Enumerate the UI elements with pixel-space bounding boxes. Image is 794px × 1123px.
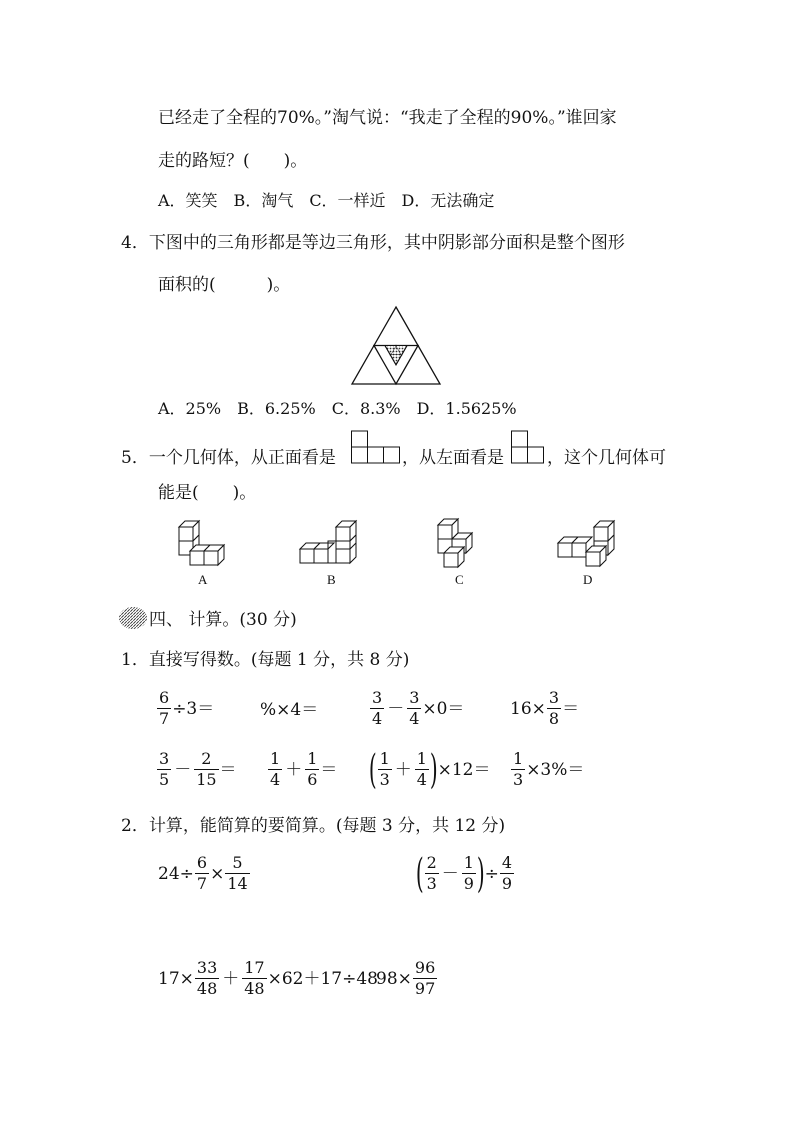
q1-expr-1: $\frac{6}{7}$ ÷3＝ (159, 688, 215, 728)
choice-d-label: D (583, 572, 593, 587)
q1-expr-5: $\frac{3}{5}$ － $\frac{2}{15}$ ＝ (159, 749, 237, 789)
q5-line1a: 5．一个几何体，从正面看是 (121, 448, 336, 468)
choice-a-label: A (198, 572, 208, 587)
q1-expr-3: $\frac{3}{4}$ － $\frac{3}{4}$ ×0＝ (372, 688, 465, 728)
q2-title: 2．计算，能简算的要简算。(每题 3 分，共 12 分) (121, 816, 506, 836)
q5-line1b: ，从左面看是 (402, 448, 504, 468)
left-view-icon (511, 430, 547, 464)
choice-c-label: C (455, 572, 464, 587)
q2-expr-1: 24÷ $\frac{6}{7}$ × $\frac{5}{14}$ (158, 853, 248, 893)
q1-expr-4: 16× $\frac{3}{8}$ ＝ (510, 688, 580, 728)
q2-expr-3: 17× $\frac{33}{48}$ ＋ $\frac{17}{48}$ ×62＋17÷48 (158, 958, 378, 998)
choice-b-label: B (327, 572, 336, 587)
q1-expr-2: %×4＝ (260, 700, 319, 720)
q1-expr-7: ( $\frac{1}{3}$ ＋ $\frac{1}{4}$ ) ×12＝ (368, 746, 491, 793)
q1-expr-6: $\frac{1}{4}$ ＋ $\frac{1}{6}$ ＝ (270, 749, 338, 789)
choice-c-figure (434, 516, 486, 570)
q3-line1: 已经走了全程的70%。”淘气说：“我走了全程的90%。”谁回家 (158, 108, 617, 128)
q4-line1: 4．下图中的三角形都是等边三角形，其中阴影部分面积是整个图形 (121, 233, 625, 253)
q5-line1c: ，这个几何体可 (547, 448, 666, 468)
q4-options: A．25% B．6.25% C．8.3% D．1.5625% (158, 399, 517, 418)
q5-line2: 能是( )。 (158, 483, 257, 503)
q4-line2: 面积的( )。 (158, 275, 291, 295)
front-view-icon (351, 430, 401, 464)
choice-a-figure (176, 518, 232, 568)
section-decoration-icon (118, 606, 148, 630)
q1-title: 1．直接写得数。(每题 1 分，共 8 分) (121, 650, 410, 670)
triangle-figure (350, 305, 442, 387)
choice-b-figure (298, 518, 364, 568)
q3-options: A．笑笑 B．淘气 C．一样近 D．无法确定 (158, 191, 495, 210)
q2-expr-2: ( $\frac{2}{3}$ － $\frac{1}{9}$ ) ÷ $\frac{4}{9}$ (415, 850, 513, 897)
q1-expr-8: $\frac{1}{3}$ ×3%＝ (513, 749, 585, 789)
choice-d-figure (556, 516, 622, 570)
section-4-title: 四、 计算。(30 分) (149, 610, 297, 630)
q3-line2: 走的路短？( )。 (158, 151, 308, 171)
q2-expr-4: 98× $\frac{96}{97}$ (376, 958, 436, 998)
